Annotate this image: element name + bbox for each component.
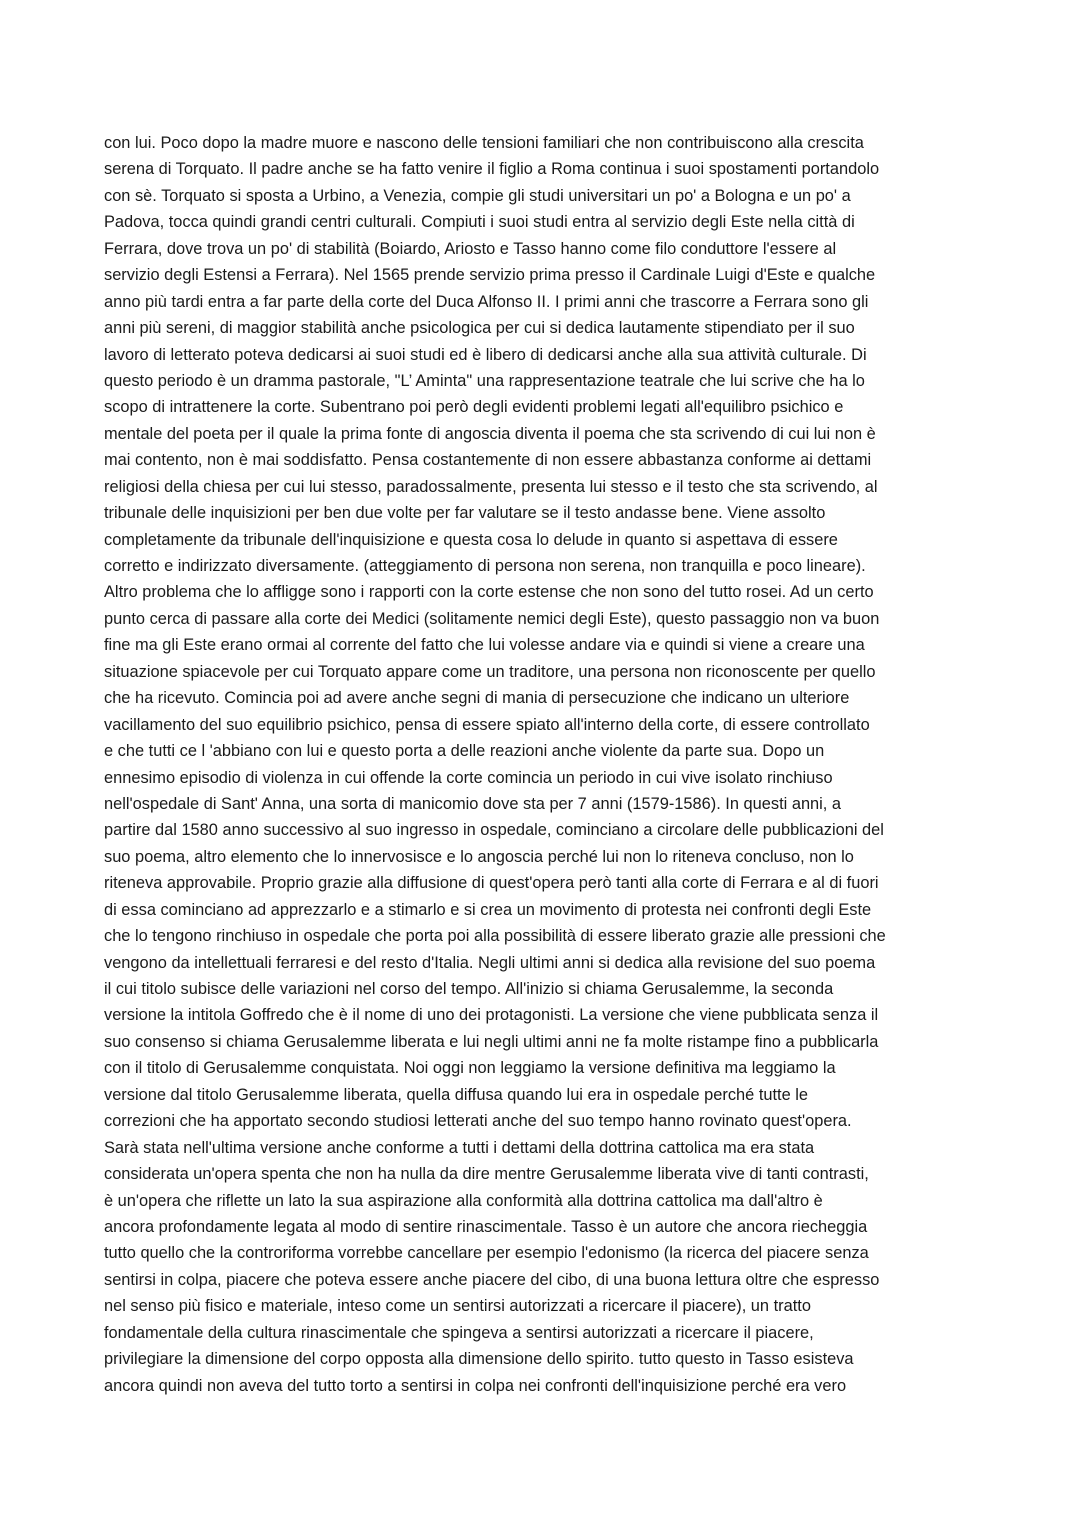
text-line: vacillamento del suo equilibrio psichico, pensa di essere spiato all'interno della corte, di essere controllato (104, 715, 870, 734)
text-line: e che tutti ce l 'abbiano con lui e questo porta a delle reazioni anche violente da parte sua. Dopo un (104, 742, 825, 761)
text-line: riteneva approvabile. Proprio grazie alla diffusione di quest'opera però tanti alla corte di Ferrara e al di fuori (104, 874, 879, 893)
text-line: religiosi della chiesa per cui lui stesso, paradossalmente, presenta lui stesso e il testo che sta scrivendo, al (104, 477, 878, 496)
text-line: con sè. Torquato si sposta a Urbino, a Venezia, compie gli studi universitari un po' a Bologna e un po' a (104, 186, 851, 205)
text-line: nell'ospedale di Sant' Anna, una sorta di manicomio dove sta per 7 anni (1579-1586). In questi anni, a (104, 794, 842, 813)
text-line: nel senso più fisico e materiale, inteso come un sentirsi autorizzati a ricercare il piacere), un tratto (104, 1297, 811, 1316)
text-line: anni più sereni, di maggior stabilità anche psicologica per cui si dedica lautamente stipendiato per il suo (104, 319, 855, 338)
text-line: situazione spiacevole per cui Torquato appare come un traditore, una persona non riconoscente per quello (104, 662, 876, 681)
text-line: partire dal 1580 anno successivo al suo ingresso in ospedale, cominciano a circolare delle pubblicazioni del (104, 821, 884, 840)
text-line: che lo tengono rinchiuso in ospedale che porta poi alla possibilità di essere liberato grazie alle pressioni che (104, 927, 886, 946)
text-line: punto cerca di passare alla corte dei Medici (solitamente nemici degli Este), questo passaggio non va buon (104, 609, 880, 628)
text-line: il cui titolo subisce delle variazioni nel corso del tempo. All'inizio si chiama Gerusalemme, la seconda (104, 980, 834, 998)
text-line: che ha ricevuto. Comincia poi ad avere anche segni di mania di persecuzione che indicano un ulteriore (104, 689, 850, 708)
text-line: versione dal titolo Gerusalemme liberata, quella diffusa quando lui era in ospedale perché tutte le (104, 1085, 809, 1104)
text-line: questo periodo è un dramma pastorale, "L’ Aminta" una rappresentazione teatrale che lui scrive che ha lo (104, 371, 865, 390)
text-line: considerata un'opera spenta che non ha nulla da dire mentre Gerusalemme liberata vive di tanti contrasti, (104, 1165, 869, 1184)
text-line: lavoro di letterato poteva dedicarsi ai suoi studi ed è libero di dedicarsi anche alla sua attività culturale. Di (104, 345, 867, 364)
text-line: ancora quindi non aveva del tutto torto a sentirsi in colpa nei confronti dell'inquisizione perché era vero (104, 1376, 847, 1395)
text-line: sentirsi in colpa, piacere che poteva essere anche piacere del cibo, di una buona lettura oltre che espresso (104, 1270, 880, 1289)
text-line: mentale del poeta per il quale la prima fonte di angoscia diventa il poema che sta scrivendo di cui lui non è (104, 424, 876, 443)
text-line: privilegiare la dimensione del corpo opposta alla dimensione dello spirito. tutto questo in Tasso esisteva (104, 1350, 854, 1369)
text-line: Sarà stata nell'ultima versione anche conforme a tutti i dettami della dottrina cattolica ma era stata (104, 1138, 815, 1157)
text-line: serena di Torquato. Il padre anche se ha fatto venire il figlio a Roma continua i suoi spostamenti portandolo (104, 160, 880, 179)
text-line: con lui. Poco dopo la madre muore e nascono delle tensioni familiari che non contribuiscono alla crescita (104, 134, 864, 152)
text-line: Altro problema che lo affligge sono i rapporti con la corte estense che non sono del tutto rosei. Ad un certo (104, 583, 874, 602)
text-line: tribunale delle inquisizioni per ben due volte per far valutare se il testo andasse bene. Viene assolto (104, 504, 826, 523)
text-line: suo poema, altro elemento che lo innervosisce e lo angoscia perché lui non lo riteneva concluso, non lo (104, 847, 854, 866)
text-line: con il titolo di Gerusalemme conquistata. Noi oggi non leggiamo la versione definitiva ma leggiamo la (104, 1059, 836, 1078)
text-line: corretto e indirizzato diversamente. (atteggiamento di persona non serena, non tranquilla e poco lineare). (104, 557, 866, 575)
text-line: ancora profondamente legata al modo di sentire rinascimentale. Tasso è un autore che ancora riecheggia (104, 1217, 868, 1236)
text-line: fine ma gli Este erano ormai al corrente del fatto che lui volesse andare via e quindi si viene a creare una (104, 636, 865, 655)
text-line: anno più tardi entra a far parte della corte del Duca Alfonso II. I primi anni che trascorre a Ferrara sono gli (104, 292, 869, 311)
text-line: di essa cominciano ad apprezzarlo e a stimarlo e si crea un movimento di protesta nei confronti degli Este (104, 900, 872, 919)
text-line: fondamentale della cultura rinascimentale che spingeva a sentirsi autorizzati a ricercare il piacere, (104, 1323, 814, 1342)
text-line: tutto quello che la controriforma vorrebbe cancellare per esempio l'edonismo (la ricerca del piacere senza (104, 1244, 869, 1263)
text-line: completamente da tribunale dell'inquisizione e questa cosa lo delude in quanto si aspettava di essere (104, 530, 838, 549)
text-line: suo consenso si chiama Gerusalemme liberata e lui negli ultimi anni ne fa molte ristampe fino a pubblicarla (104, 1032, 879, 1051)
text-line: Padova, tocca quindi grandi centri culturali. Compiuti i suoi studi entra al servizio degli Este nella città di (104, 213, 855, 232)
text-line: Ferrara, dove trova un po' di stabilità (Boiardo, Ariosto e Tasso hanno come filo conduttore l'essere al (104, 239, 837, 258)
text-line: correzioni che ha apportato secondo studiosi letterati anche del suo tempo hanno rovinato quest'opera. (104, 1112, 852, 1131)
text-line: servizio degli Estensi a Ferrara). Nel 1565 prende servizio prima presso il Cardinale Luigi d'Este e qualche (104, 266, 876, 285)
text-line: vengono da intellettuali ferraresi e del resto d'Italia. Negli ultimi anni si dedica alla revisione del suo poema (104, 953, 876, 972)
text-line: versione la intitola Goffredo che è il nome di uno dei protagonisti. La versione che viene pubblicata senza il (104, 1006, 879, 1025)
text-line: scopo di intrattenere la corte. Subentrano poi però degli evidenti problemi legati all'equilibro psichico e (104, 398, 844, 417)
body-text (104, 130, 984, 1399)
text-line: mai contento, non è mai soddisfatto. Pensa costantemente di non essere abbastanza conforme ai dettami (104, 451, 872, 470)
text-line: ennesimo episodio di violenza in cui offende la corte comincia un periodo in cui vive isolato rinchiuso (104, 768, 833, 787)
text-line: è un'opera che riflette un lato la sua aspirazione alla conformità alla dottrina cattolica ma dall'altro è (104, 1191, 823, 1210)
